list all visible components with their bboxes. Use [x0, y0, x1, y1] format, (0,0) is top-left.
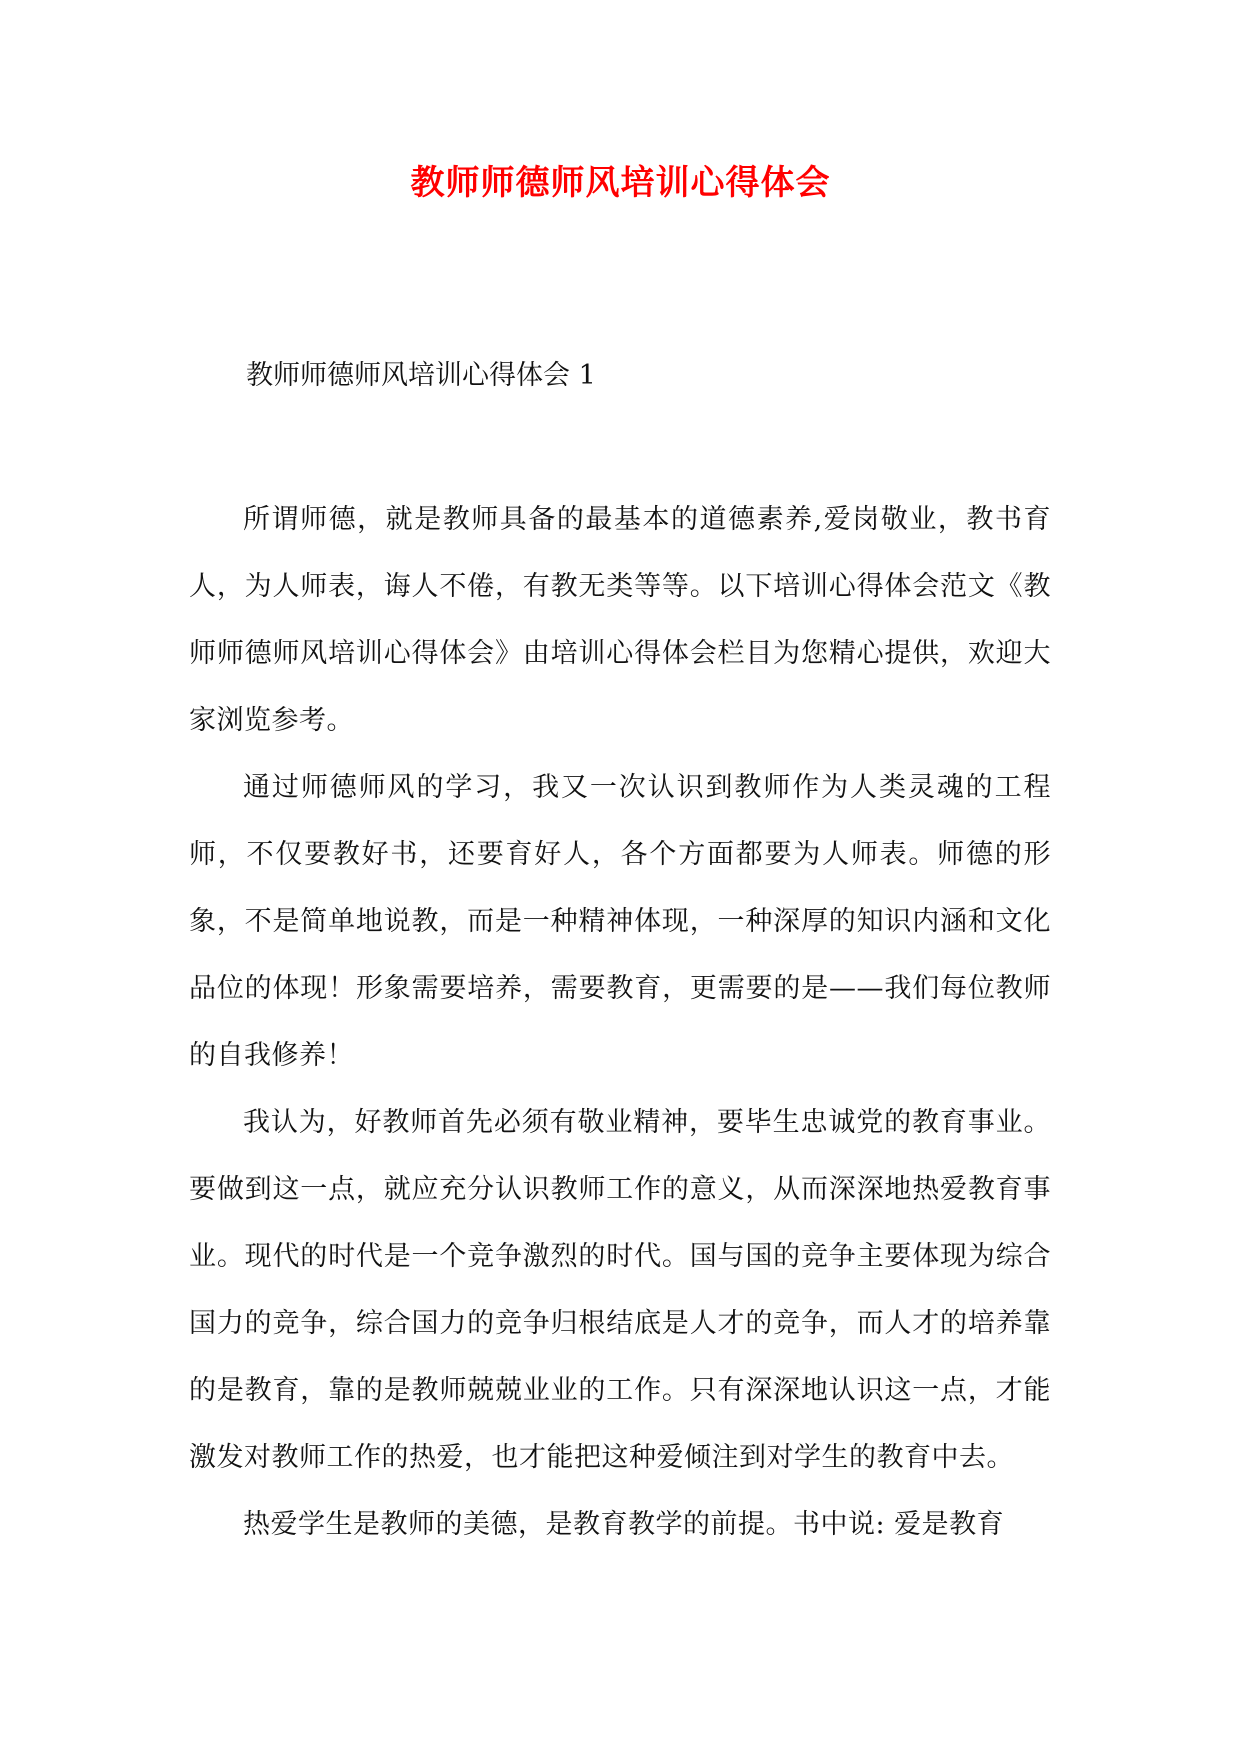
section-heading: 教师师德师风培训心得体会 1	[246, 360, 596, 391]
body-paragraph: 通过师德师风的学习，我又一次认识到教师作为人类灵魂的工程师，不仅要教好书，还要育好人，各个方面都要为人师表。师德的形象，不是简单地说教，而是一种精神体现，一种深厚的知识内涵和文化品位的体现！形象需要培养，需要教育，更需要的是——我们每位教师的自我修养！	[189, 772, 1051, 1071]
body-paragraph: 我认为，好教师首先必须有敬业精神，要毕生忠诚党的教育事业。要做到这一点，就应充分认识教师工作的意义，从而深深地热爱教育事业。现代的时代是一个竞争激烈的时代。国与国的竞争主要体现为综合国力的竞争，综合国力的竞争归根结底是人才的竞争，而人才的培养靠的是教育，靠的是教师兢兢业业的工作。只有深深地认识这一点，才能激发对教师工作的热爱，也才能把这种爱倾注到对学生的教育中去。	[189, 1107, 1051, 1473]
body-paragraph: 所谓师德，就是教师具备的最基本的道德素养,爱岗敬业，教书育人，为人师表，诲人不倦，有教无类等等。以下培训心得体会范文《教师师德师风培训心得体会》由培训心得体会栏目为您精心提供，欢迎大家浏览参考。	[189, 504, 1051, 736]
document-body	[189, 486, 1051, 1558]
document-title: 教师师德师风培训心得体会	[410, 163, 831, 203]
body-paragraph: 热爱学生是教师的美德，是教育教学的前提。书中说: 爱是教育	[243, 1509, 1005, 1540]
